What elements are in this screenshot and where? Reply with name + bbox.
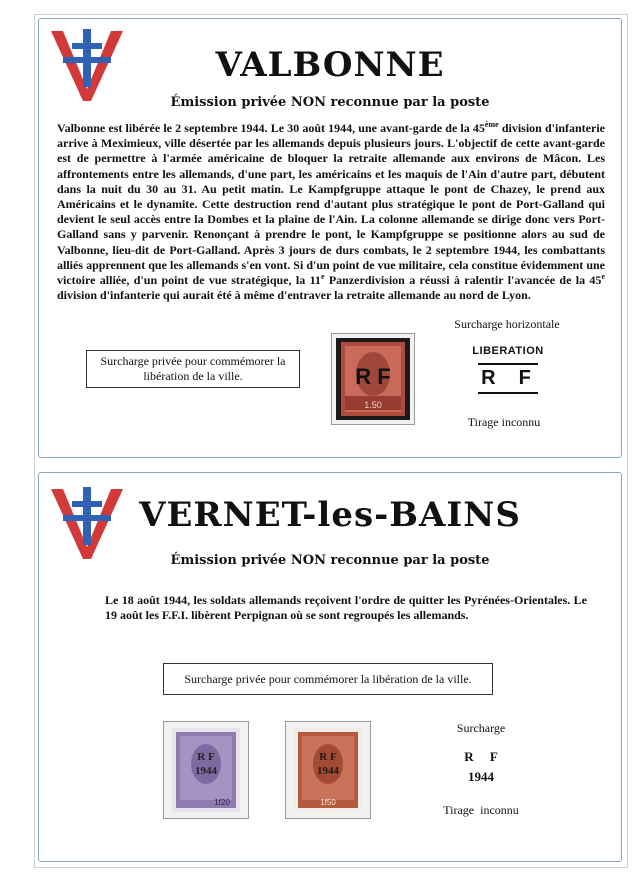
stamp-vernet-violet — [172, 728, 240, 812]
surcharge-label: Surcharge — [456, 721, 506, 735]
stamp-overprint: R F — [355, 364, 391, 389]
overprint-diagram — [421, 749, 541, 785]
section-title: VALBONNE — [215, 45, 445, 85]
stamp-overprint-rf: R F — [319, 751, 337, 763]
overprint-line-1: LIBERATION — [472, 345, 544, 357]
section-subtitle: Émission privée NON reconnue par la poste — [170, 553, 490, 568]
stamp-value: 1.50 — [364, 400, 382, 410]
stamp-overprint-year: 1944 — [195, 765, 217, 777]
overprint-line-1: R F — [464, 749, 498, 764]
stamp-mount — [331, 333, 415, 425]
stamp-mount — [285, 721, 371, 819]
stamp-valbonne — [336, 338, 410, 420]
commemoration-note: Surcharge privée pour commémorer la libération de la ville. — [86, 350, 300, 388]
section-valbonne — [38, 18, 622, 458]
overprint-line-2: 1944 — [468, 769, 494, 784]
history-paragraph: Valbonne est libérée le 2 septembre 1944. Le 30 août 1944, une avant-garde de la 45ème division d'infanterie arrive à Meximieux, ville désertée par les allemands depuis plusieurs jours. L'objectif de cette avant-garde est de permettre à l'armée américaine de bloquer la retraite allemande aux environs de Mâcon. Les affrontements entre les allemands, d'une part, les américains et les maquis de l'Ain d'autre part, débutent dans la nuit du 30 au 31. Au petit matin. Le Kampfgruppe attaque le pont de Chazey, le prend aux Américains et le dynamite. Cette destruction rend d'autant plus stratégique le pont de Port-Galland qui devient le seul accès entre la Dombes et la plaine de l'Ain. La colonne allemande se dirige donc vers Port-Galland sans y parvenir. Renonçant à prendre le pont, le Kampfgruppe se positionne alors au sud de Valbonne, lieu-dit de Port-Galland. Après 3 jours de durs combats, le 2 septembre 1944, les combattants alliés apprennent que les allemands s'en vont. Si d'un point de vue militaire, cela constitue évidemment une victoire alliée, d'un point de vue stratégique, la 11e Panzerdivision a réussi à ralentir l'avancée de la 45e division d'infanterie qui aurait été à même d'entraver la retraite allemande au nord de Lyon. — [57, 120, 605, 303]
section-title: VERNET-les-BAINS — [139, 495, 521, 535]
section-subtitle: Émission privée NON reconnue par la poste — [170, 95, 490, 110]
section-vernet-les-bains — [38, 472, 622, 862]
stamp-value: 1f50 — [320, 798, 336, 807]
history-paragraph: Le 18 août 1944, les soldats allemands reçoivent l'ordre de quitter les Pyrénées-Orientales. Le 19 août les F.F.I. libèrent Perpignan où se sont regroupés les allemands. — [105, 593, 587, 623]
overprint-rule-bottom — [478, 392, 538, 394]
print-run-note: Tirage inconnu — [467, 415, 541, 429]
overprint-line-2: R F — [481, 367, 535, 389]
overprint-diagram — [453, 345, 563, 405]
stamp-overprint-year: 1944 — [317, 765, 339, 777]
print-run-note: Tirage inconnu — [443, 803, 519, 817]
stamp-overprint-rf: R F — [197, 751, 215, 763]
surcharge-label: Surcharge horizontale — [454, 317, 560, 331]
stamp-mount — [163, 721, 249, 819]
stamp-vernet-red — [294, 728, 362, 812]
commemoration-note: Surcharge privée pour commémorer la libération de la ville. — [163, 663, 493, 695]
stamp-value: 1f20 — [214, 798, 230, 807]
overprint-rule-top — [478, 363, 538, 365]
